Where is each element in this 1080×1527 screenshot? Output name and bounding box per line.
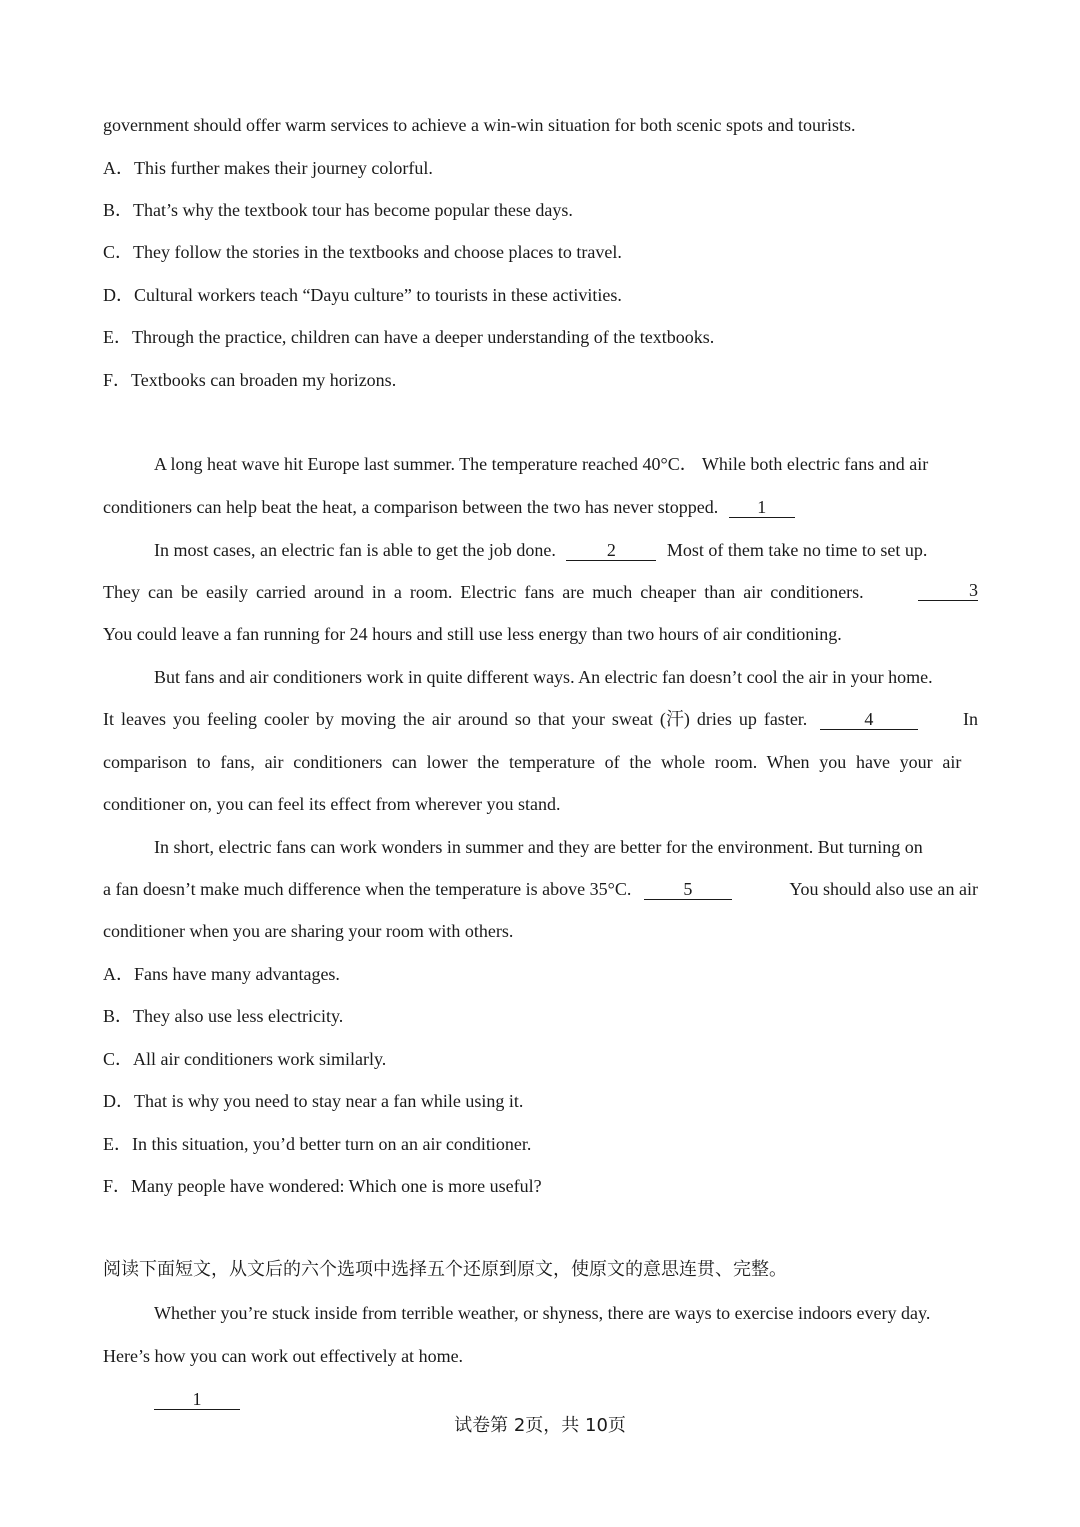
passage1-option-f xyxy=(103,369,396,391)
option-letter: C． xyxy=(103,1049,134,1069)
answer-blank-1[interactable]: 1 xyxy=(154,1390,240,1410)
sentence-text: comparison to fans, air conditioners can lower the temperature of the whole room. When you have your air xyxy=(103,752,962,772)
passage2-option-c xyxy=(103,1048,386,1070)
option-text: They also use less electricity. xyxy=(133,1006,344,1026)
answer-blank-2[interactable]: 2 xyxy=(566,541,656,561)
answer-blank-4[interactable]: 4 xyxy=(820,710,918,730)
passage3-p1-line2: Here’s how you can work out effectively at home. xyxy=(103,1346,464,1366)
answer-blank-1[interactable]: 1 xyxy=(729,498,795,518)
option-text: Cultural workers teach “Dayu culture” to tourists in these activities. xyxy=(134,285,622,305)
passage2-option-e xyxy=(103,1133,531,1155)
passage2-p2-line3: You could leave a fan running for 24 hours and still use less energy than two hours of air conditioning. xyxy=(103,624,842,644)
sentence-text: You should also use an air xyxy=(789,879,978,899)
sentence-text: a fan doesn’t make much difference when the temperature is above 35°C. xyxy=(103,879,632,899)
passage2-p4-line1: In short, electric fans can work wonders in summer and they are better for the environment. But turning on xyxy=(154,837,923,857)
option-text: Many people have wondered: Which one is more useful? xyxy=(131,1176,542,1196)
answer-blank-5[interactable]: 5 xyxy=(644,880,732,900)
option-text: Textbooks can broaden my horizons. xyxy=(131,370,397,390)
option-letter: B． xyxy=(103,200,134,220)
passage2-p3-line1: But fans and air conditioners work in quite different ways. An electric fan doesn’t cool the air in your home. xyxy=(154,667,933,687)
option-text: Fans have many advantages. xyxy=(134,964,340,984)
sentence-text: Most of them take no time to set up. xyxy=(666,540,928,560)
option-letter: B． xyxy=(103,1006,134,1026)
sentence-text: In most cases, an electric fan is able to get the job done. xyxy=(154,540,556,560)
option-text: That’s why the textbook tour has become popular these days. xyxy=(133,200,573,220)
passage2-p1-line2 xyxy=(103,496,795,518)
passage1-tail-line: government should offer warm services to achieve a win-win situation for both scenic spots and tourists. xyxy=(103,115,856,135)
option-text: They follow the stories in the textbooks and choose places to travel. xyxy=(133,242,622,262)
option-letter: C． xyxy=(103,242,134,262)
answer-blank-3[interactable]: 3 xyxy=(918,581,978,601)
passage1-option-a xyxy=(103,157,433,179)
passage3-p1-line1: Whether you’re stuck inside from terrible weather, or shyness, there are ways to exercise indoors every day. xyxy=(154,1303,931,1323)
passage2-p1-line1: A long heat wave hit Europe last summer. The temperature reached 40°C． While both electric fans and air xyxy=(154,454,929,474)
passage3-instruction: 阅读下面短文，从文后的六个选项中选择五个还原到原文，使原文的意思连贯、完整。 xyxy=(103,1259,787,1280)
sentence-text: It leaves you feeling cooler by moving the air around so that your sweat (汗) dries up faster. xyxy=(103,709,808,729)
sentence-text: In xyxy=(963,709,978,729)
passage2-p2-line2 xyxy=(103,581,978,603)
passage1-option-d xyxy=(103,284,622,306)
passage2-option-d xyxy=(103,1090,523,1112)
page-footer: 试卷第 2页，共 10页 xyxy=(454,1415,626,1436)
option-letter: E． xyxy=(103,1134,132,1154)
passage2-option-f xyxy=(103,1175,542,1197)
passage2-option-a xyxy=(103,963,340,985)
passage2-p4-line3: conditioner when you are sharing your room with others. xyxy=(103,921,514,941)
passage2-p3-line2 xyxy=(103,708,978,730)
option-letter: A． xyxy=(103,158,134,178)
passage1-option-c xyxy=(103,241,622,263)
option-text: That is why you need to stay near a fan while using it. xyxy=(134,1091,524,1111)
sentence-text: conditioners can help beat the heat, a comparison between the two has never stopped. xyxy=(103,497,719,517)
passage2-p4-line2 xyxy=(103,878,978,900)
option-letter: F． xyxy=(103,1176,132,1196)
passage1-option-e xyxy=(103,326,714,348)
option-letter: F． xyxy=(103,370,132,390)
passage2-p3-line3 xyxy=(103,751,961,773)
passage3-blank-line xyxy=(154,1388,240,1410)
option-text: In this situation, you’d better turn on an air conditioner. xyxy=(132,1134,532,1154)
passage2-p3-line4: conditioner on, you can feel its effect from wherever you stand. xyxy=(103,794,561,814)
sentence-text: They can be easily carried around in a room. Electric fans are much cheaper than air conditioners. xyxy=(103,582,864,602)
passage2-p2-line1 xyxy=(154,539,927,561)
option-letter: A． xyxy=(103,964,134,984)
option-letter: D． xyxy=(103,285,134,305)
passage1-option-b xyxy=(103,199,573,221)
option-text: This further makes their journey colorful. xyxy=(134,158,433,178)
option-text: Through the practice, children can have a deeper understanding of the textbooks. xyxy=(132,327,715,347)
option-text: All air conditioners work similarly. xyxy=(133,1049,387,1069)
passage2-option-b xyxy=(103,1005,343,1027)
option-letter: D． xyxy=(103,1091,134,1111)
option-letter: E． xyxy=(103,327,132,347)
